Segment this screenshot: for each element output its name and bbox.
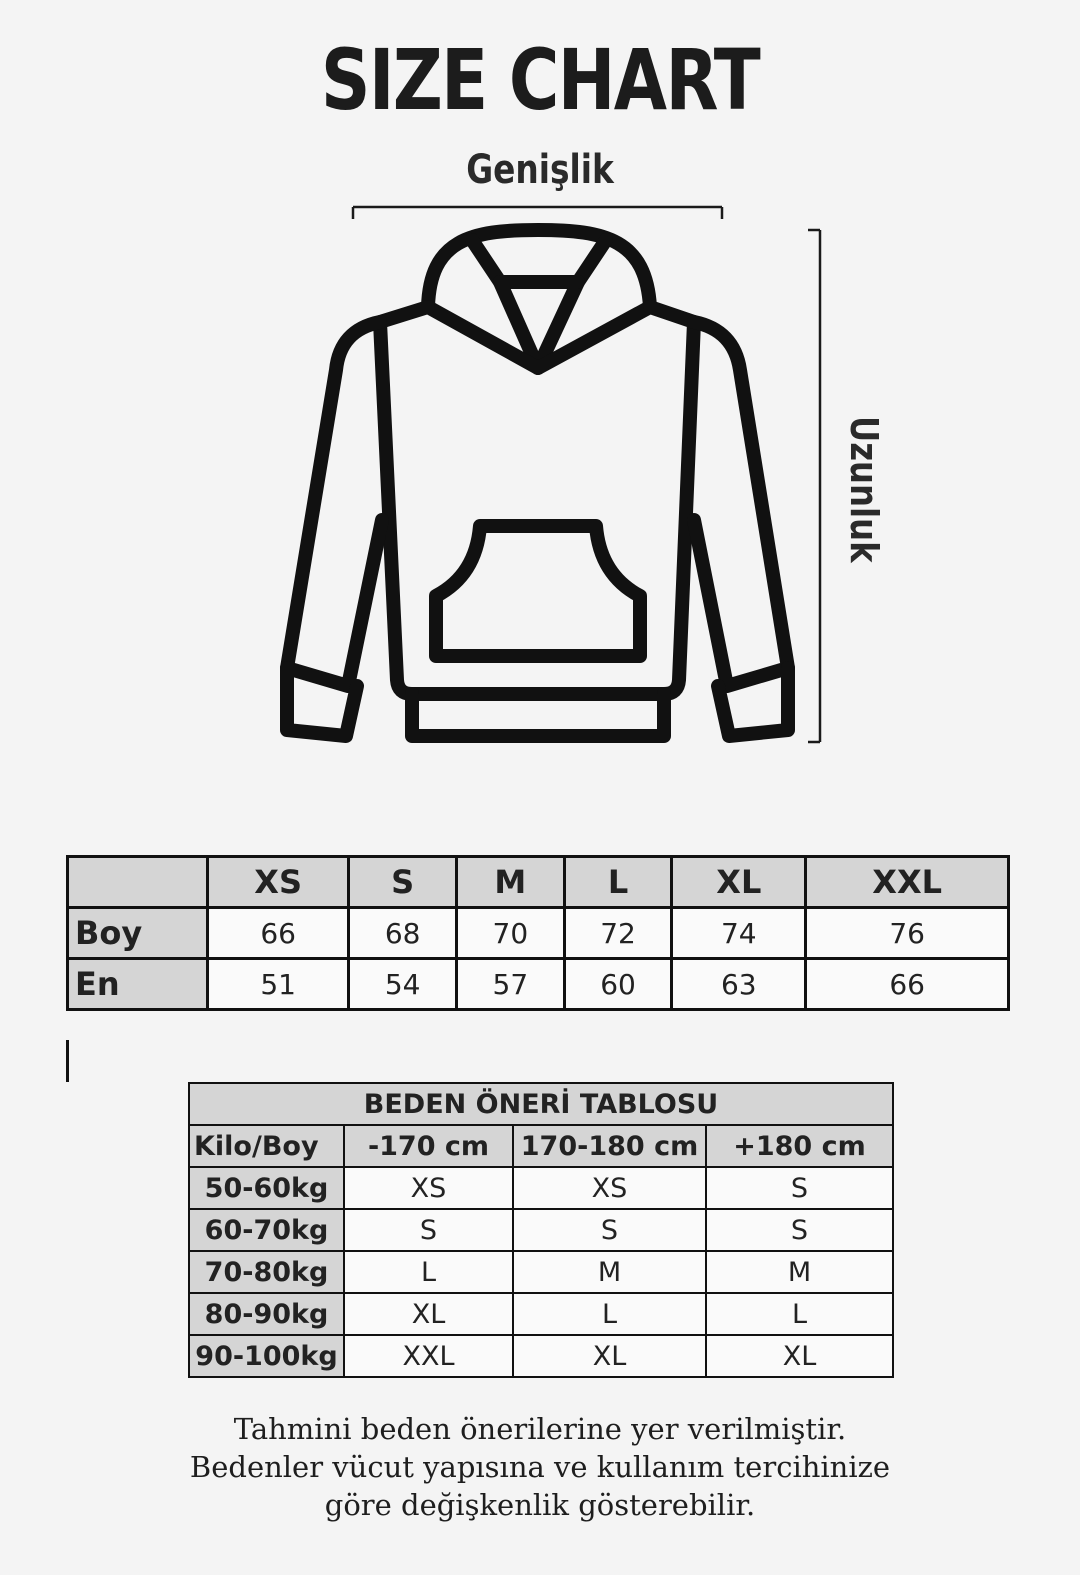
divider-mark <box>66 1040 69 1082</box>
table-cell: S <box>344 1209 513 1251</box>
corner-cell <box>68 857 208 908</box>
table-row <box>189 1251 893 1293</box>
table-row <box>68 908 1009 959</box>
table-cell: XL <box>513 1335 706 1377</box>
table-cell: M <box>706 1251 893 1293</box>
table-cell: 66 <box>208 908 349 959</box>
weight-label: 70-80kg <box>189 1251 344 1293</box>
table-cell: 63 <box>672 959 806 1010</box>
length-label: Uzunluk <box>842 416 886 563</box>
table-cell: L <box>706 1293 893 1335</box>
table-cell: XL <box>706 1335 893 1377</box>
table-row <box>189 1293 893 1335</box>
table-cell: 60 <box>564 959 672 1010</box>
table-cell: L <box>344 1251 513 1293</box>
size-header: XS <box>208 857 349 908</box>
table-cell: 54 <box>349 959 457 1010</box>
table-cell: XXL <box>344 1335 513 1377</box>
size-recommendation-table <box>188 1082 894 1378</box>
table-cell: S <box>706 1167 893 1209</box>
table-cell: XS <box>513 1167 706 1209</box>
rec-header-row <box>189 1125 893 1167</box>
table-cell: 57 <box>457 959 565 1010</box>
length-bracket <box>808 230 820 742</box>
table-cell: XL <box>344 1293 513 1335</box>
table-cell: 51 <box>208 959 349 1010</box>
size-header: XXL <box>806 857 1009 908</box>
weight-label: 80-90kg <box>189 1293 344 1335</box>
table-cell: 68 <box>349 908 457 959</box>
width-bracket <box>353 207 722 219</box>
table-cell: 76 <box>806 908 1009 959</box>
height-header: +180 cm <box>706 1125 893 1167</box>
page-title: SIZE CHART <box>320 31 760 129</box>
table-row <box>189 1167 893 1209</box>
table-cell: L <box>513 1293 706 1335</box>
height-header: -170 cm <box>344 1125 513 1167</box>
hoodie-icon <box>287 230 788 736</box>
table-row <box>189 1335 893 1377</box>
row-label: Boy <box>68 908 208 959</box>
table-cell: S <box>706 1209 893 1251</box>
size-header: XL <box>672 857 806 908</box>
corner-cell: Kilo/Boy <box>189 1125 344 1167</box>
table-cell: 74 <box>672 908 806 959</box>
note-line: Bedenler vücut yapısına ve kullanım tercihinize <box>189 1450 891 1484</box>
weight-label: 90-100kg <box>189 1335 344 1377</box>
size-header: S <box>349 857 457 908</box>
table-cell: 70 <box>457 908 565 959</box>
weight-label: 50-60kg <box>189 1167 344 1209</box>
note-line: Tahmini beden önerilerine yer verilmiştir. <box>233 1412 847 1446</box>
rec-table-title: BEDEN ÖNERİ TABLOSU <box>189 1083 893 1125</box>
size-header: M <box>457 857 565 908</box>
row-label: En <box>68 959 208 1010</box>
note-line: göre değişkenlik gösterebilir. <box>324 1488 756 1522</box>
table-row <box>68 959 1009 1010</box>
table-cell: XS <box>344 1167 513 1209</box>
weight-label: 60-70kg <box>189 1209 344 1251</box>
rec-title-row <box>189 1083 893 1125</box>
table-cell: S <box>513 1209 706 1251</box>
table-cell: 72 <box>564 908 672 959</box>
measure-header-row <box>68 857 1009 908</box>
table-row <box>189 1209 893 1251</box>
table-cell: M <box>513 1251 706 1293</box>
table-cell: 66 <box>806 959 1009 1010</box>
height-header: 170-180 cm <box>513 1125 706 1167</box>
size-header: L <box>564 857 672 908</box>
measurement-table <box>66 855 1010 1011</box>
width-label: Genişlik <box>466 147 614 193</box>
